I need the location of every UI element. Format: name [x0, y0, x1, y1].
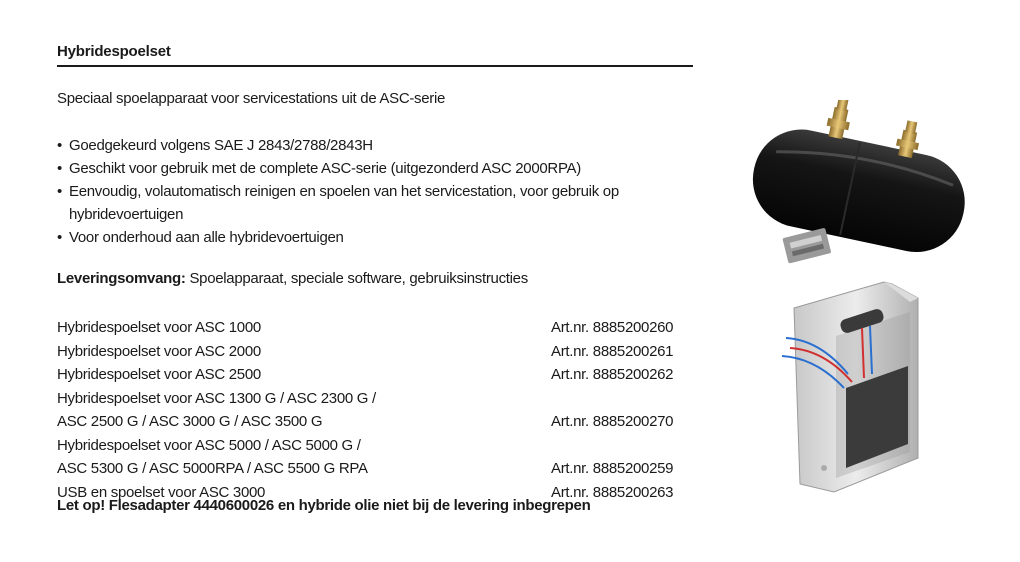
product-row-line-1 [57, 434, 697, 458]
article-number: Art.nr. 8885200270 [551, 413, 674, 430]
product-name: Hybridespoelset voor ASC 2000 [57, 342, 261, 360]
service-station-cover-icon [780, 278, 930, 496]
product-row [57, 410, 697, 434]
article-number: Art.nr. 8885200263 [551, 483, 674, 501]
article-number: Art.nr. 8885200261 [551, 342, 674, 360]
subtitle: Speciaal spoelapparaat voor servicestations uit de ASC-serie [57, 90, 446, 107]
product-row [57, 457, 697, 481]
delivery-scope [57, 270, 528, 287]
article-number: Art.nr. 8885200260 [551, 319, 674, 336]
product-name-cont: ASC 2500 G / ASC 3000 G / ASC 3500 G [57, 413, 323, 430]
product-row-line-1 [57, 387, 697, 411]
product-name: USB en spoelset voor ASC 3000 [57, 483, 266, 501]
product-name: Hybridespoelset voor ASC 2500 [57, 366, 261, 383]
warning-note: Let op! Flesadapter 4440600026 en hybride olie niet bij de levering inbegrepen [57, 497, 591, 514]
article-number: Art.nr. 8885200262 [551, 366, 674, 383]
feature-item: • Goedgekeurd volgens SAE J 2843/2788/2843H [57, 134, 677, 157]
article-number: Art.nr. 8885200259 [551, 460, 674, 477]
product-name: Hybridespoelset voor ASC 5000 / ASC 5000 G / [57, 436, 361, 454]
product-name: Hybridespoelset voor ASC 1300 G / ASC 2300 G / [57, 389, 376, 407]
feature-item: • Voor onderhoud aan alle hybridevoertuigen [57, 226, 677, 249]
flushing-tank-icon [740, 100, 980, 272]
page-title: Hybridespoelset [57, 43, 171, 60]
delivery-label: Leveringsomvang: [57, 270, 186, 287]
product-row [57, 363, 697, 387]
product-row [57, 340, 697, 364]
title-divider [57, 65, 693, 67]
delivery-text: Spoelapparaat, speciale software, gebruiksinstructies [185, 270, 528, 287]
feature-item: • Geschikt voor gebruik met de complete ASC-serie (uitgezonderd ASC 2000RPA) [57, 157, 677, 180]
feature-list [57, 134, 677, 249]
feature-item: • Eenvoudig, volautomatisch reinigen en spoelen van het servicestation, voor gebruik op hybridevoertuigen [57, 180, 677, 226]
product-list [57, 316, 697, 504]
product-name-cont: ASC 5300 G / ASC 5000RPA / ASC 5500 G RPA [57, 460, 368, 477]
product-name: Hybridespoelset voor ASC 1000 [57, 319, 261, 336]
product-row [57, 316, 697, 340]
